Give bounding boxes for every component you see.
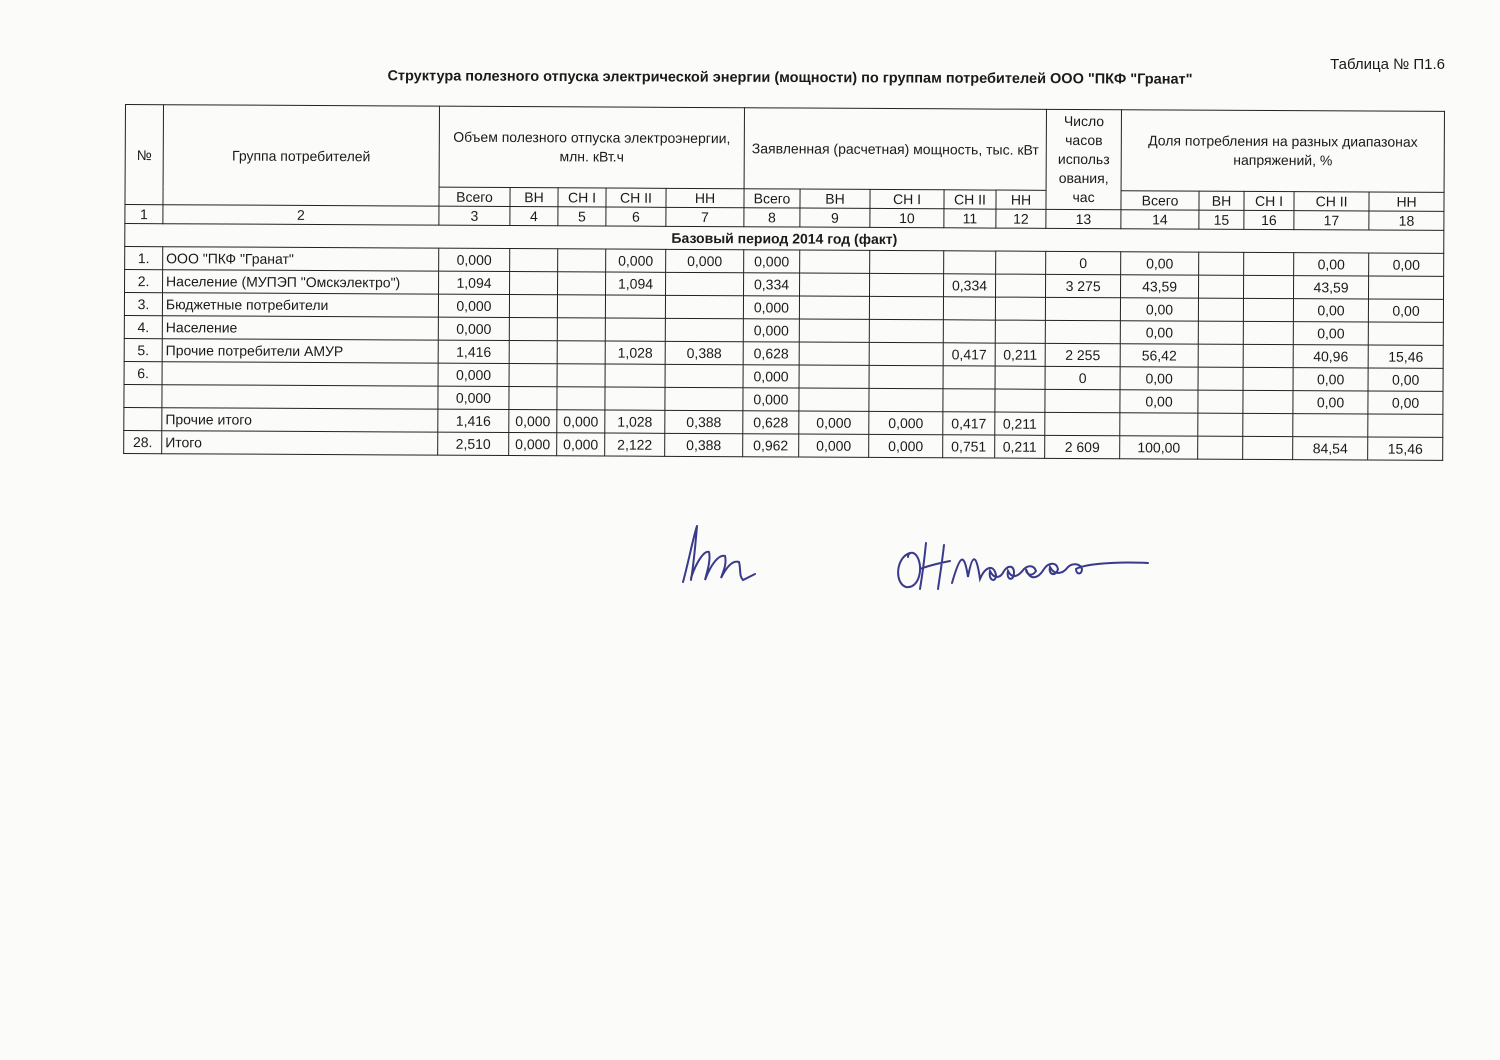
value-cell: 0,00 [1121,252,1199,275]
value-cell: 1,416 [438,409,509,432]
column-number: 13 [1046,209,1121,228]
value-cell [1243,367,1293,390]
value-cell [509,318,557,341]
value-cell: 0,211 [995,435,1045,458]
consumer-group: Прочие потребители АМУР [162,339,438,363]
value-cell [799,365,869,388]
value-cell: 0,00 [1293,391,1368,414]
value-cell: 0,388 [665,433,743,456]
value-cell: 0,334 [944,274,996,297]
value-cell [557,318,605,341]
value-cell [1243,436,1293,459]
row-number: 1. [125,247,163,270]
value-cell: 0,211 [995,343,1045,366]
column-number: 2 [163,205,439,225]
subcol-header: СН I [558,188,606,207]
document-title: Структура полезного отпуска электрической энергии (мощности) по группам потребителей ООО "ПКФ "Гранат" [387,68,1193,88]
col-volume-header: Объем полезного отпуска электроэнергии, млн. кВт.ч [439,106,744,189]
consumer-group: ООО "ПКФ "Гранат" [163,247,439,271]
value-cell [1368,414,1443,437]
value-cell [1045,297,1120,320]
value-cell: 0,00 [1120,390,1198,413]
column-number: 1 [125,205,163,224]
value-cell [557,387,605,410]
value-cell: 1,094 [439,271,510,294]
value-cell [995,366,1045,389]
value-cell [1198,298,1243,321]
value-cell [1244,275,1294,298]
value-cell: 0,000 [557,410,605,433]
column-number: 8 [744,208,800,227]
value-cell: 0,388 [665,341,743,364]
value-cell: 0,417 [943,343,995,366]
value-cell [509,364,557,387]
value-cell: 0 [1046,251,1121,274]
row-number: 6. [124,361,162,384]
value-cell [665,387,743,410]
value-cell [605,364,665,387]
value-cell: 3 275 [1046,274,1121,297]
row-number [124,384,162,407]
value-cell: 0,628 [743,342,799,365]
value-cell: 43,59 [1294,276,1369,299]
value-cell [510,272,558,295]
value-cell [1199,252,1244,275]
value-cell [995,297,1045,320]
value-cell [1045,389,1120,412]
value-cell: 0,962 [743,434,799,457]
value-cell [665,295,743,318]
subcol-header: ВН [510,188,558,207]
value-cell [870,273,944,296]
value-cell: 15,46 [1368,437,1443,460]
subcol-header: СН II [1294,192,1369,211]
value-cell [799,319,869,342]
value-cell: 0,00 [1120,298,1198,321]
value-cell: 0,000 [744,250,800,273]
value-cell [1198,436,1243,459]
value-cell: 0,000 [743,296,799,319]
value-cell [1243,344,1293,367]
value-cell: 56,42 [1120,344,1198,367]
subcol-header: ВН [1199,191,1244,210]
value-cell: 0,00 [1120,367,1198,390]
value-cell: 0,334 [744,273,800,296]
consumer-group: Население (МУПЭП "Омскэлектро") [163,270,439,294]
column-number: 18 [1369,211,1444,230]
column-number: 16 [1244,210,1294,229]
col-power-header: Заявленная (расчетная) мощность, тыс. кВт [744,108,1046,191]
column-number: 7 [666,207,744,226]
value-cell [1243,413,1293,436]
subcol-header: Всего [1121,191,1199,210]
value-cell: 0,00 [1368,391,1443,414]
value-cell: 0,751 [943,435,995,458]
value-cell: 0,000 [509,433,557,456]
value-cell [1198,344,1243,367]
value-cell [799,388,869,411]
value-cell: 0,000 [869,434,943,457]
value-cell: 0,000 [799,434,869,457]
value-cell: 0 [1045,366,1120,389]
consumer-group [162,362,438,386]
signature-mark-2 [890,535,1160,595]
value-cell [799,296,869,319]
value-cell: 0,000 [557,433,605,456]
value-cell [1243,298,1293,321]
value-cell [799,342,869,365]
value-cell: 0,000 [743,319,799,342]
value-cell: 0,000 [799,411,869,434]
value-cell: 0,211 [995,412,1045,435]
value-cell [1368,322,1443,345]
value-cell [943,297,995,320]
subcol-header: СН I [1244,191,1294,210]
value-cell: 2 609 [1045,435,1120,458]
value-cell: 40,96 [1293,345,1368,368]
value-cell [1243,390,1293,413]
value-cell: 0,00 [1293,322,1368,345]
value-cell [1198,367,1243,390]
consumer-group: Прочие итого [162,408,438,432]
value-cell [996,274,1046,297]
row-number: 2. [125,270,163,293]
value-cell [665,364,743,387]
value-cell [869,388,943,411]
value-cell [509,387,557,410]
data-table [123,104,1445,461]
value-cell [943,320,995,343]
value-cell [1045,320,1120,343]
value-cell: 2,122 [605,433,665,456]
consumer-group [162,385,438,409]
value-cell [944,251,996,274]
col-hours-header: Число часов использ ования, час [1046,109,1122,209]
value-cell: 0,000 [439,248,510,271]
value-cell: 2 255 [1045,343,1120,366]
value-cell [996,251,1046,274]
value-cell: 43,59 [1121,275,1199,298]
row-number: 28. [124,430,162,453]
table-number: Таблица № П1.6 [1330,56,1445,73]
value-cell [869,319,943,342]
value-cell [1244,252,1294,275]
subcol-header: НН [666,188,744,207]
value-cell [995,389,1045,412]
value-cell [557,295,605,318]
value-cell: 0,00 [1368,299,1443,322]
value-cell: 15,46 [1368,345,1443,368]
column-number: 9 [800,208,870,227]
column-number: 5 [558,207,606,226]
value-cell [1198,321,1243,344]
value-cell: 0,388 [665,410,743,433]
value-cell: 0,00 [1368,368,1443,391]
subcol-header: Всего [744,189,800,208]
column-number: 6 [606,207,666,226]
consumer-group: Итого [162,431,438,455]
subcol-header: ВН [800,189,870,208]
value-cell [943,389,995,412]
col-share-header: Доля потребления на разных диапазонах напряжений, % [1121,110,1444,193]
column-number: 14 [1121,210,1199,229]
subcol-header: НН [1369,192,1444,211]
value-cell: 0,000 [666,249,744,272]
value-cell: 0,00 [1293,299,1368,322]
column-number: 15 [1199,210,1244,229]
value-cell: 0,000 [743,388,799,411]
row-number: 5. [124,338,162,361]
column-number: 12 [996,209,1046,228]
value-cell: 0,000 [438,294,509,317]
value-cell: 0,000 [606,249,666,272]
subcol-header: СН II [944,190,996,209]
value-cell [800,250,870,273]
value-cell [943,366,995,389]
col-group-header: Группа потребителей [163,105,440,206]
value-cell: 1,028 [605,341,665,364]
value-cell: 0,417 [943,412,995,435]
value-cell [509,341,557,364]
row-number: 3. [124,293,162,316]
value-cell [557,341,605,364]
value-cell: 1,416 [438,340,509,363]
value-cell [1198,413,1243,436]
value-cell: 0,000 [869,411,943,434]
value-cell [1243,321,1293,344]
signature-mark-1 [675,520,765,590]
value-cell: 0,000 [438,317,509,340]
value-cell: 84,54 [1293,437,1368,460]
col-no-header: № [125,105,164,205]
value-cell: 2,510 [438,432,509,455]
value-cell: 100,00 [1120,436,1198,459]
value-cell [1369,276,1444,299]
value-cell [665,318,743,341]
value-cell [605,387,665,410]
row-number: 4. [124,315,162,338]
subcol-header: Всего [439,187,510,206]
value-cell [509,295,557,318]
value-cell: 0,00 [1120,321,1198,344]
consumer-structure-table [123,104,1443,461]
value-cell [1120,413,1198,436]
consumer-group: Население [162,316,438,340]
value-cell [558,272,606,295]
header-row-1 [125,105,1445,193]
value-cell [510,249,558,272]
column-number: 3 [439,206,510,225]
value-cell [557,364,605,387]
subcol-header: СН II [606,188,666,207]
value-cell [1198,390,1243,413]
value-cell: 0,000 [438,363,509,386]
subcol-header: СН I [870,189,944,208]
row-number [124,407,162,430]
column-number: 17 [1294,211,1369,230]
value-cell [870,250,944,273]
value-cell [869,342,943,365]
value-cell: 0,628 [743,411,799,434]
value-cell [605,318,665,341]
value-cell [869,365,943,388]
value-cell [800,273,870,296]
value-cell: 1,028 [605,410,665,433]
value-cell: 0,00 [1293,368,1368,391]
value-cell: 0,000 [743,365,799,388]
value-cell: 1,094 [606,272,666,295]
value-cell [869,296,943,319]
value-cell [666,272,744,295]
value-cell [1293,414,1368,437]
consumer-group: Бюджетные потребители [162,293,438,317]
value-cell [995,320,1045,343]
value-cell [1045,412,1120,435]
value-cell: 0,00 [1294,253,1369,276]
column-number: 10 [870,208,944,227]
value-cell: 0,000 [438,386,509,409]
section-label: Базовый период 2014 год (факт) [125,224,1444,254]
column-number: 4 [510,207,558,226]
subcol-header: НН [996,190,1046,209]
value-cell: 0,00 [1369,253,1444,276]
value-cell [1199,275,1244,298]
value-cell [558,249,606,272]
value-cell [605,295,665,318]
column-number: 11 [944,209,996,228]
value-cell: 0,000 [509,410,557,433]
